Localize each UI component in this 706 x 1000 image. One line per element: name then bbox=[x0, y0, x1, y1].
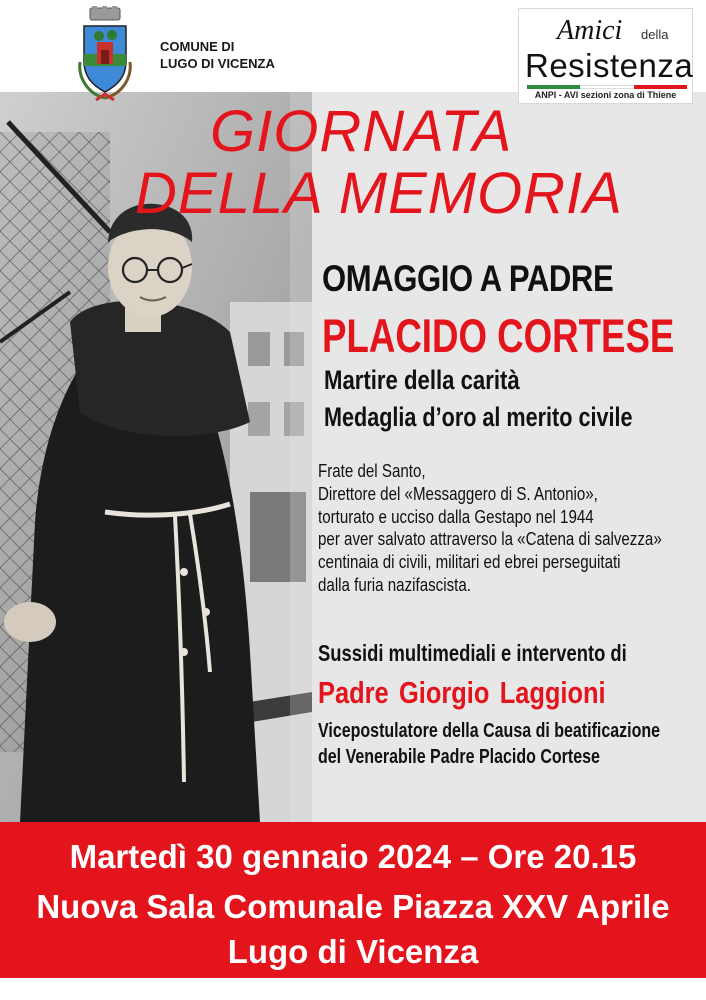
biography-line: Frate del Santo, bbox=[318, 461, 426, 481]
tribute-intro: OMAGGIO A PADRE bbox=[322, 258, 614, 299]
biography-line: centinaia di civili, militari ed ebrei perseguitati bbox=[318, 552, 621, 573]
flag-white bbox=[580, 85, 633, 89]
title-giornata: GIORNATA bbox=[210, 99, 513, 164]
amici-della-resistenza-logo bbox=[518, 8, 693, 104]
speaker-role-line-1: Vicepostulatore della Causa di beatificazione bbox=[318, 720, 661, 742]
event-town: Lugo di Vicenza bbox=[227, 933, 479, 970]
event-venue: Nuova Sala Comunale Piazza XXV Aprile bbox=[36, 888, 670, 925]
biography-line: per aver salvato attraverso la «Catena di salvezza» bbox=[318, 529, 662, 550]
speaker-heading: Sussidi multimediali e intervento di bbox=[318, 640, 627, 666]
title-della-memoria: DELLA MEMORIA bbox=[135, 161, 623, 226]
tribute-subtitle-1: Martire della carità bbox=[324, 365, 520, 395]
event-date-time: Martedì 30 gennaio 2024 – Ore 20.15 bbox=[69, 838, 637, 875]
comune-line-2: LUGO DI VICENZA bbox=[160, 56, 275, 71]
logo-subtitle: ANPI - AVI sezioni zona di Thiene bbox=[534, 90, 677, 100]
logo-resistenza: Resistenza bbox=[525, 47, 694, 84]
biography-line: Direttore del «Messaggero di S. Antonio», bbox=[318, 483, 598, 504]
biography-text bbox=[318, 460, 662, 597]
tribute-name: PLACIDO CORTESE bbox=[322, 309, 675, 362]
comune-label bbox=[160, 38, 275, 72]
biography-line: dalla furia nazifascista. bbox=[318, 574, 471, 595]
italian-flag-stripe bbox=[527, 85, 687, 89]
logo-della: della bbox=[641, 27, 669, 42]
logo-amici: Amici bbox=[557, 15, 623, 46]
speaker-role-line-2: del Venerabile Padre Placido Cortese bbox=[318, 746, 600, 768]
biography-line: torturato e ucciso dalla Gestapo nel 1944 bbox=[318, 506, 594, 527]
speaker-name: Padre Giorgio Laggioni bbox=[318, 675, 606, 710]
speaker-role bbox=[318, 718, 660, 770]
comune-line-1: COMUNE DI bbox=[160, 39, 235, 54]
tribute-subtitle-2: Medaglia d’oro al merito civile bbox=[324, 402, 633, 432]
flag-red bbox=[634, 85, 687, 89]
footer-band bbox=[0, 978, 706, 1000]
flag-green bbox=[527, 85, 580, 89]
comune-coat-of-arms bbox=[72, 6, 138, 106]
